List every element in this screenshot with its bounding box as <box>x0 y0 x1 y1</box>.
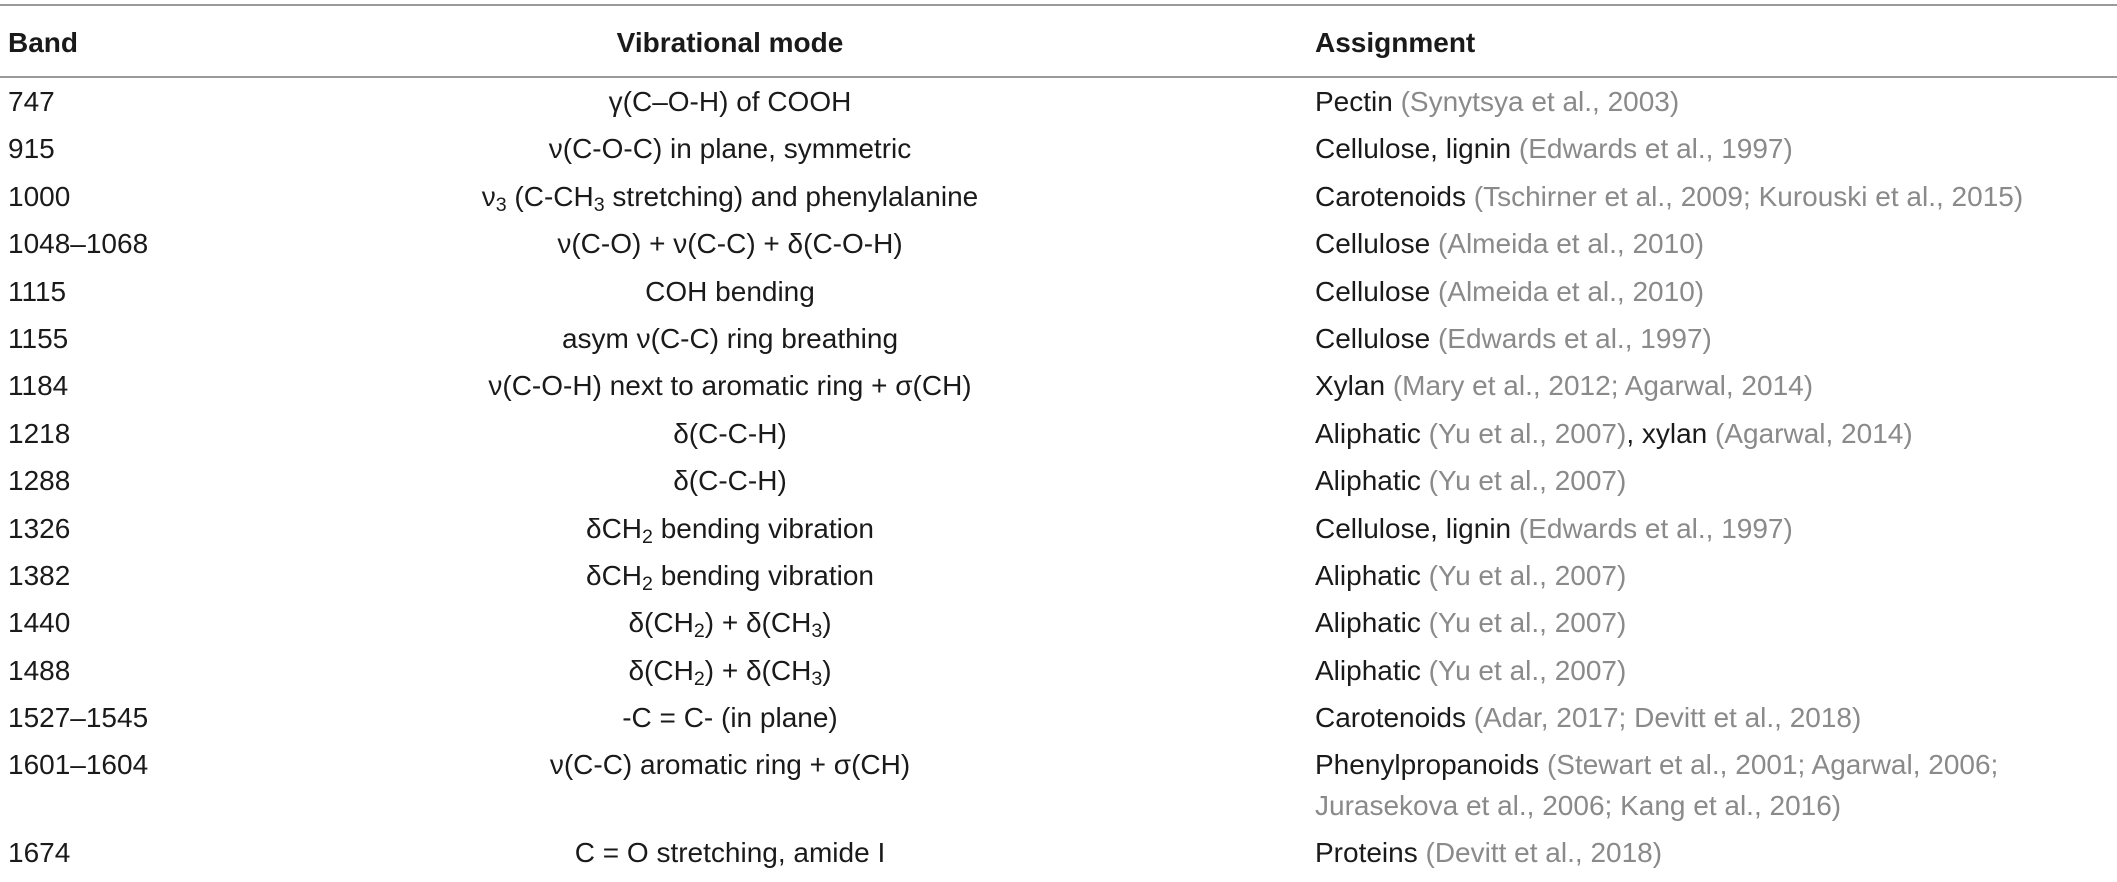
mode-text: -C = C- (in plane) <box>622 702 838 734</box>
header-band: Band <box>8 27 78 58</box>
mode-text: ν <box>481 180 496 212</box>
reference-citation[interactable]: (Synytsya et al., 2003) <box>1400 86 1680 117</box>
vibrational-mode-cell <box>280 362 1180 409</box>
subscript: 2 <box>693 667 705 690</box>
mode-text: ν(C-O-H) next to aromatic ring + σ(CH) <box>488 370 972 402</box>
table-row <box>0 220 2117 267</box>
table-row <box>0 741 2117 829</box>
assignment-text: Cellulose <box>1315 275 1438 307</box>
table-row <box>0 647 2117 694</box>
assignment-text: Carotenoids <box>1315 702 1474 734</box>
assignment-cell <box>1315 318 2115 359</box>
band-cell: 1115 <box>8 275 67 307</box>
vibrational-mode-cell <box>280 410 1180 457</box>
band-cell: 1674 <box>8 837 71 869</box>
vibrational-mode-cell <box>280 741 1180 788</box>
vibrational-mode-cell <box>280 599 1180 646</box>
band-cell: 1440 <box>8 607 71 639</box>
assignment-text: Xylan <box>1315 370 1393 402</box>
mode-text: stretching) and phenylalanine <box>604 180 979 212</box>
reference-citation[interactable]: (Yu et al., 2007) <box>1428 559 1627 591</box>
reference-citation[interactable]: (Mary et al., 2012; Agarwal, 2014) <box>1392 370 1814 402</box>
band-cell: 1382 <box>8 559 71 591</box>
assignment-cell <box>1315 365 2115 406</box>
reference-citation[interactable]: (Adar, 2017; Devitt et al., 2018) <box>1473 702 1862 734</box>
table-row <box>0 599 2117 646</box>
reference-citation[interactable]: (Tschirner et al., 2009; Kurouski et al., 2015) <box>1473 180 2024 212</box>
assignment-cell <box>1315 508 2115 549</box>
table-row <box>0 173 2117 220</box>
assignment-cell <box>1315 602 2115 643</box>
vibrational-mode-cell <box>280 125 1180 172</box>
band-cell: 747 <box>8 86 55 117</box>
reference-citation[interactable]: (Almeida et al., 2010) <box>1437 228 1705 260</box>
vibrational-mode-cell <box>280 829 1180 876</box>
band-cell: 1184 <box>8 370 69 402</box>
reference-citation[interactable]: (Stewart et al., 2001; Agarwal, 2006; <box>1546 749 1999 781</box>
assignment-text: Pectin <box>1315 86 1401 117</box>
subscript: 3 <box>495 193 507 216</box>
mode-text: ν(C-O) + ν(C-C) + δ(C-O-H) <box>557 228 903 260</box>
band-cell: 1527–1545 <box>8 702 149 734</box>
mode-text: δCH <box>586 512 643 544</box>
assignment-cell <box>1315 744 2115 826</box>
band-cell: 1488 <box>8 654 71 686</box>
mode-text: C = O stretching, amide I <box>574 837 886 869</box>
reference-citation[interactable]: Jurasekova et al., 2006; Kang et al., 2016) <box>1315 790 1842 822</box>
table-row <box>0 125 2117 172</box>
band-cell: 1601–1604 <box>8 749 149 781</box>
table-row <box>0 410 2117 457</box>
vibrational-mode-cell <box>280 173 1180 220</box>
assignment-cell <box>1315 650 2115 691</box>
band-cell: 1000 <box>8 180 71 212</box>
assignment-text: Aliphatic <box>1315 607 1429 639</box>
reference-citation[interactable]: (Edwards et al., 1997) <box>1518 512 1793 544</box>
assignment-cell <box>1315 223 2115 264</box>
assignment-cell <box>1315 555 2115 596</box>
assignment-text: , xylan <box>1626 417 1716 449</box>
subscript: 2 <box>693 620 705 643</box>
vibrational-mode-cell <box>280 78 1180 125</box>
table-row <box>0 694 2117 741</box>
table-row <box>0 315 2117 362</box>
mode-text: ) <box>822 607 832 639</box>
subscript: 3 <box>593 193 605 216</box>
vibrational-mode-cell <box>280 552 1180 599</box>
band-cell: 915 <box>8 133 55 165</box>
header-vibrational-mode: Vibrational mode <box>616 27 844 58</box>
table-row <box>0 505 2117 552</box>
assignment-text: Cellulose <box>1315 322 1438 354</box>
assignment-text: Cellulose, lignin <box>1315 133 1519 165</box>
reference-citation[interactable]: (Edwards et al., 1997) <box>1518 133 1793 165</box>
vibrational-mode-cell <box>280 220 1180 267</box>
mode-text: ) <box>822 654 832 686</box>
vibrational-mode-cell <box>280 505 1180 552</box>
reference-citation[interactable]: (Almeida et al., 2010) <box>1437 275 1705 307</box>
vibrational-mode-table <box>0 4 2117 877</box>
vibrational-mode-cell <box>280 694 1180 741</box>
assignment-cell <box>1315 413 2115 454</box>
table-row <box>0 362 2117 409</box>
mode-text: (C-CH <box>506 180 594 212</box>
vibrational-mode-cell <box>280 647 1180 694</box>
assignment-text: Aliphatic <box>1315 654 1429 686</box>
reference-citation[interactable]: (Yu et al., 2007) <box>1428 654 1627 686</box>
assignment-text: Aliphatic <box>1315 465 1429 497</box>
vibrational-mode-cell <box>280 268 1180 315</box>
band-cell: 1048–1068 <box>8 228 149 260</box>
band-cell: 1288 <box>8 465 71 497</box>
subscript: 3 <box>811 667 823 690</box>
mode-text: bending vibration <box>652 559 874 591</box>
assignment-cell <box>1315 128 2115 169</box>
table-row <box>0 457 2117 504</box>
mode-text: δ(CH <box>628 607 694 639</box>
band-cell: 1218 <box>8 417 71 449</box>
assignment-cell <box>1315 271 2115 312</box>
mode-text: γ(C–O-H) of COOH <box>608 86 852 117</box>
vibrational-mode-cell <box>280 457 1180 504</box>
mode-text: δCH <box>586 559 643 591</box>
subscript: 2 <box>642 572 653 595</box>
assignment-text: Cellulose, lignin <box>1315 512 1519 544</box>
subscript: 3 <box>811 620 823 643</box>
subscript: 2 <box>642 525 653 548</box>
assignment-cell <box>1315 176 2115 217</box>
reference-citation[interactable]: (Yu et al., 2007) <box>1428 417 1627 449</box>
table-body <box>0 78 2117 877</box>
assignment-text: Aliphatic <box>1315 417 1429 449</box>
reference-citation[interactable]: (Yu et al., 2007) <box>1428 607 1627 639</box>
header-assignment: Assignment <box>1315 27 1476 58</box>
mode-text: δ(CH <box>628 654 694 686</box>
mode-text: ) + δ(CH <box>704 654 812 686</box>
assignment-cell <box>1315 81 2115 122</box>
mode-text: ) + δ(CH <box>704 607 812 639</box>
reference-citation[interactable]: (Agarwal, 2014) <box>1715 417 1913 449</box>
table-row <box>0 829 2117 876</box>
reference-citation[interactable]: (Edwards et al., 1997) <box>1437 322 1712 354</box>
table-row <box>0 552 2117 599</box>
reference-citation[interactable]: (Devitt et al., 2018) <box>1425 837 1663 869</box>
mode-text: bending vibration <box>652 512 874 544</box>
mode-text: asym ν(C-C) ring breathing <box>561 322 899 354</box>
assignment-text: Carotenoids <box>1315 180 1474 212</box>
assignment-text: Aliphatic <box>1315 559 1429 591</box>
table-header <box>0 6 2117 78</box>
mode-text: COH bending <box>645 275 815 307</box>
mode-text: ν(C-C) aromatic ring + σ(CH) <box>549 749 911 781</box>
assignment-text: Cellulose <box>1315 228 1438 260</box>
assignment-cell <box>1315 832 2115 873</box>
vibrational-mode-cell <box>280 315 1180 362</box>
mode-text: δ(C-C-H) <box>673 417 787 449</box>
assignment-text: Phenylpropanoids <box>1315 749 1547 781</box>
assignment-cell <box>1315 460 2115 501</box>
mode-text: ν(C-O-C) in plane, symmetric <box>548 133 912 165</box>
band-cell: 1155 <box>8 322 69 354</box>
mode-text: δ(C-C-H) <box>673 465 787 497</box>
table-row <box>0 78 2117 125</box>
reference-citation[interactable]: (Yu et al., 2007) <box>1428 465 1627 497</box>
assignment-text: Proteins <box>1315 837 1426 869</box>
table-row <box>0 268 2117 315</box>
assignment-cell <box>1315 697 2115 738</box>
band-cell: 1326 <box>8 512 71 544</box>
